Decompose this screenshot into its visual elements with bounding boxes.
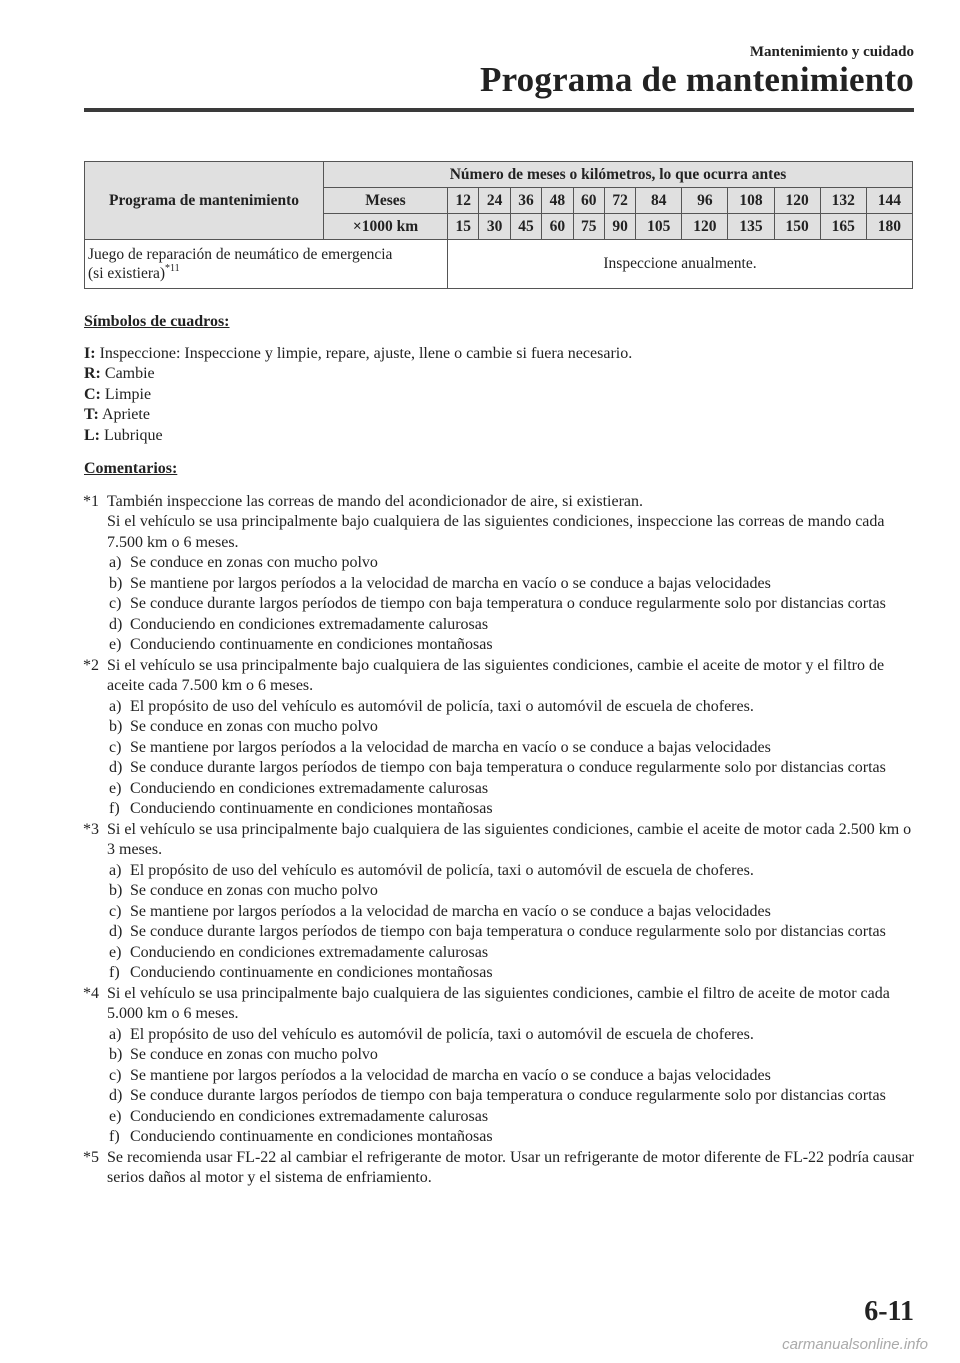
subitem-label: d) [109,615,123,633]
months-cell: 108 [728,188,774,214]
footnote-subitem [84,922,916,943]
months-label: Meses [324,188,448,214]
footnote-subitem [84,615,916,636]
footnote-subitem [84,1025,916,1046]
subitem-text: Se mantiene por largos períodos a la velocidad de marcha en vacío o se conduce a bajas velocidades [130,902,771,920]
footnote-subitem [84,738,916,759]
subitem-label: b) [109,882,123,899]
header-rule [84,108,914,112]
months-cell: 36 [510,188,541,214]
footnote-subitem [84,697,916,718]
subitem-label: d) [109,1087,123,1104]
footnote-text: También inspeccione las correas de mando del acondicionador de aire, si existieran. [107,492,643,510]
km-cell: 165 [820,214,866,240]
footnote [84,656,916,820]
footnote-line [84,820,916,861]
footnote-subitem [84,1045,916,1066]
subitem-label: e) [109,636,122,653]
km-label: ×1000 km [324,214,448,240]
subitem-text: Conduciendo continuamente en condiciones montañosas [130,800,493,817]
months-cell: 12 [448,188,479,214]
subitem-label: f) [109,964,120,981]
subitem-label: a) [109,861,122,879]
footnote-subitem [84,553,916,574]
symbol-code: L: [84,426,100,444]
subitem-text: Se conduce en zonas con mucho polvo [130,1046,378,1063]
symbol-code: C: [84,385,101,403]
footnote-mark: *4 [83,984,99,1002]
subitem-text: Se mantiene por largos períodos a la velocidad de marcha en vacío o se conduce a bajas velocidades [130,738,771,756]
subitem-text: Se conduce durante largos períodos de tiempo con baja temperatura o conduce regularmente solo por distancias cortas [130,759,886,776]
footnote-text: Si el vehículo se usa principalmente bajo cualquiera de las siguientes condiciones, cambie el aceite de motor cada 2.500 km o 3 meses. [107,820,912,858]
subitem-text: Conduciendo en condiciones extremadamente calurosas [130,1107,489,1125]
months-cell: 72 [604,188,635,214]
symbol-text: Limpie [104,385,152,403]
subitem-text: El propósito de uso del vehículo es automóvil de policía, taxi o automóvil de escuela de choferes. [130,697,754,715]
subitem-text: Se mantiene por largos períodos a la velocidad de marcha en vacío o se conduce a bajas velocidades [130,574,771,592]
km-cell: 90 [604,214,635,240]
km-cell: 105 [636,214,682,240]
months-cell: 24 [479,188,510,214]
symbol-code: I: [84,344,96,362]
footnote-subitem [84,943,916,964]
subitem-text: El propósito de uso del vehículo es automóvil de policía, taxi o automóvil de escuela de choferes. [130,1025,754,1043]
symbol-code: T: [84,406,99,423]
symbols-heading: Símbolos de cuadros: [84,313,230,330]
item-name-line1: Juego de reparación de neumático de emergencia [88,246,393,263]
subitem-label: c) [109,1066,122,1084]
months-cell: 60 [573,188,604,214]
footnote-subitem [84,717,916,738]
subitem-text: Se conduce durante largos períodos de tiempo con baja temperatura o conduce regularmente solo por distancias cortas [130,923,886,940]
comments-heading: Comentarios: [84,460,178,477]
symbol-item [84,344,916,365]
footnote-mark: *2 [83,656,99,674]
subitem-label: a) [109,1025,122,1043]
symbol-item [84,426,916,447]
months-cell: 48 [542,188,573,214]
footnote [84,984,916,1148]
months-cell: 84 [636,188,682,214]
footnote-subitem [84,881,916,902]
subitem-text: Se mantiene por largos períodos a la velocidad de marcha en vacío o se conduce a bajas velocidades [130,1066,771,1084]
subitem-label: c) [109,738,122,756]
footnote-text: Se recomienda usar FL-22 al cambiar el refrigerante de motor. Usar un refrigerante de motor diferente de FL-22 podría causar serios daños al motor y el sistema de enfriamiento. [107,1148,914,1186]
subitem-label: b) [109,1046,123,1063]
subitem-text: Se conduce en zonas con mucho polvo [130,882,378,899]
section-title: Mantenimiento y cuidado [749,44,914,60]
footnote-text: Si el vehículo se usa principalmente bajo cualquiera de las siguientes condiciones, cambie el filtro de aceite de motor cada 5.000 km o 6 meses. [107,984,890,1022]
subitem-text: Se conduce durante largos períodos de tiempo con baja temperatura o conduce regularmente solo por distancias cortas [130,1087,886,1104]
footnote-subitem [84,1086,916,1107]
footnote-subitem [84,574,916,595]
subitem-label: f) [109,800,120,817]
symbol-text: Apriete [101,406,150,423]
footnote-subitem [84,861,916,882]
months-cell: 132 [820,188,866,214]
footnote-subitem [84,635,916,656]
item-name-line2: (si existiera) [88,265,166,282]
schedule-item-name [85,240,448,289]
km-cell: 150 [774,214,820,240]
subitem-label: f) [109,1128,120,1145]
subitem-text: Conduciendo continuamente en condiciones montañosas [130,964,493,981]
footnote [84,1148,916,1189]
footnote-subitem [84,799,916,820]
main-content [84,312,916,1189]
subitem-text: Se conduce en zonas con mucho polvo [130,554,378,571]
subitem-text: Se conduce durante largos períodos de tiempo con baja temperatura o conduce regularmente solo por distancias cortas [130,595,886,612]
footnote-subitem [84,902,916,923]
footnote-text: Si el vehículo se usa principalmente bajo cualquiera de las siguientes condiciones, cambie el aceite de motor y el filtro de aceite cada 7.500 km o 6 meses. [107,656,885,694]
km-cell: 15 [448,214,479,240]
subitem-label: b) [109,574,123,592]
schedule-group-header: Número de meses o kilómetros, lo que ocurra antes [324,162,913,188]
footnote-text: Si el vehículo se usa principalmente bajo cualquiera de las siguientes condiciones, inspeccione las correas de mando cada 7.500 km o 6 meses. [107,513,885,551]
footnote-subitem [84,758,916,779]
subitem-label: e) [109,779,122,797]
subitem-text: El propósito de uso del vehículo es automóvil de policía, taxi o automóvil de escuela de choferes. [130,861,754,879]
subitem-label: e) [109,1107,122,1125]
footnote-line [84,656,916,697]
footnote-subitem [84,1127,916,1148]
km-cell: 45 [510,214,541,240]
km-cell: 180 [866,214,912,240]
footnote-subitem [84,779,916,800]
footnote-subitem [84,1107,916,1128]
symbol-text: Lubrique [104,426,163,444]
subitem-label: a) [109,554,122,571]
subitem-text: Conduciendo continuamente en condiciones montañosas [130,636,493,653]
watermark: carmanualsonline.info [782,1336,928,1353]
subitem-text: Conduciendo en condiciones extremadamente calurosas [130,615,489,633]
footnote-subitem [84,963,916,984]
km-cell: 135 [728,214,774,240]
footnote-line [84,512,916,553]
subitem-label: c) [109,595,122,612]
subitem-text: Conduciendo continuamente en condiciones montañosas [130,1128,493,1145]
symbol-text: Inspeccione: Inspeccione y limpie, repare, ajuste, llene o cambie si fuera necesario. [99,344,633,362]
footnote-mark: *1 [83,492,99,510]
footnote [84,492,916,656]
months-cell: 96 [682,188,728,214]
footnote-line [84,984,916,1025]
months-cell: 120 [774,188,820,214]
symbol-item [84,405,916,426]
symbols-list [84,344,916,447]
subitem-label: e) [109,943,122,961]
subitem-text: Se conduce en zonas con mucho polvo [130,718,378,735]
footnote-subitem [84,594,916,615]
page-number: 6-11 [864,1296,914,1327]
symbol-item [84,385,916,406]
km-cell: 60 [542,214,573,240]
comments-list [84,492,916,1189]
subitem-label: b) [109,718,123,735]
km-cell: 30 [479,214,510,240]
subitem-label: d) [109,759,123,776]
maintenance-schedule-table [84,161,913,289]
km-cell: 120 [682,214,728,240]
subitem-label: d) [109,923,123,940]
subitem-text: Conduciendo en condiciones extremadamente calurosas [130,943,489,961]
symbol-text: Cambie [104,365,155,382]
footnote-mark: *3 [83,820,99,838]
symbol-item [84,364,916,385]
page-title: Programa de mantenimiento [479,60,914,99]
subitem-label: a) [109,697,122,715]
subitem-label: c) [109,902,122,920]
footnote-line [84,492,916,513]
item-note-ref: *11 [165,263,180,274]
schedule-item-value: Inspeccione anualmente. [448,240,913,289]
footnote-mark: *5 [83,1148,99,1166]
subitem-text: Conduciendo en condiciones extremadamente calurosas [130,779,489,797]
months-cell: 144 [866,188,912,214]
footnote-line [84,1148,916,1189]
symbol-code: R: [84,365,101,382]
footnote-subitem [84,1066,916,1087]
km-cell: 75 [573,214,604,240]
schedule-row-header: Programa de mantenimiento [85,162,324,240]
footnote [84,820,916,984]
